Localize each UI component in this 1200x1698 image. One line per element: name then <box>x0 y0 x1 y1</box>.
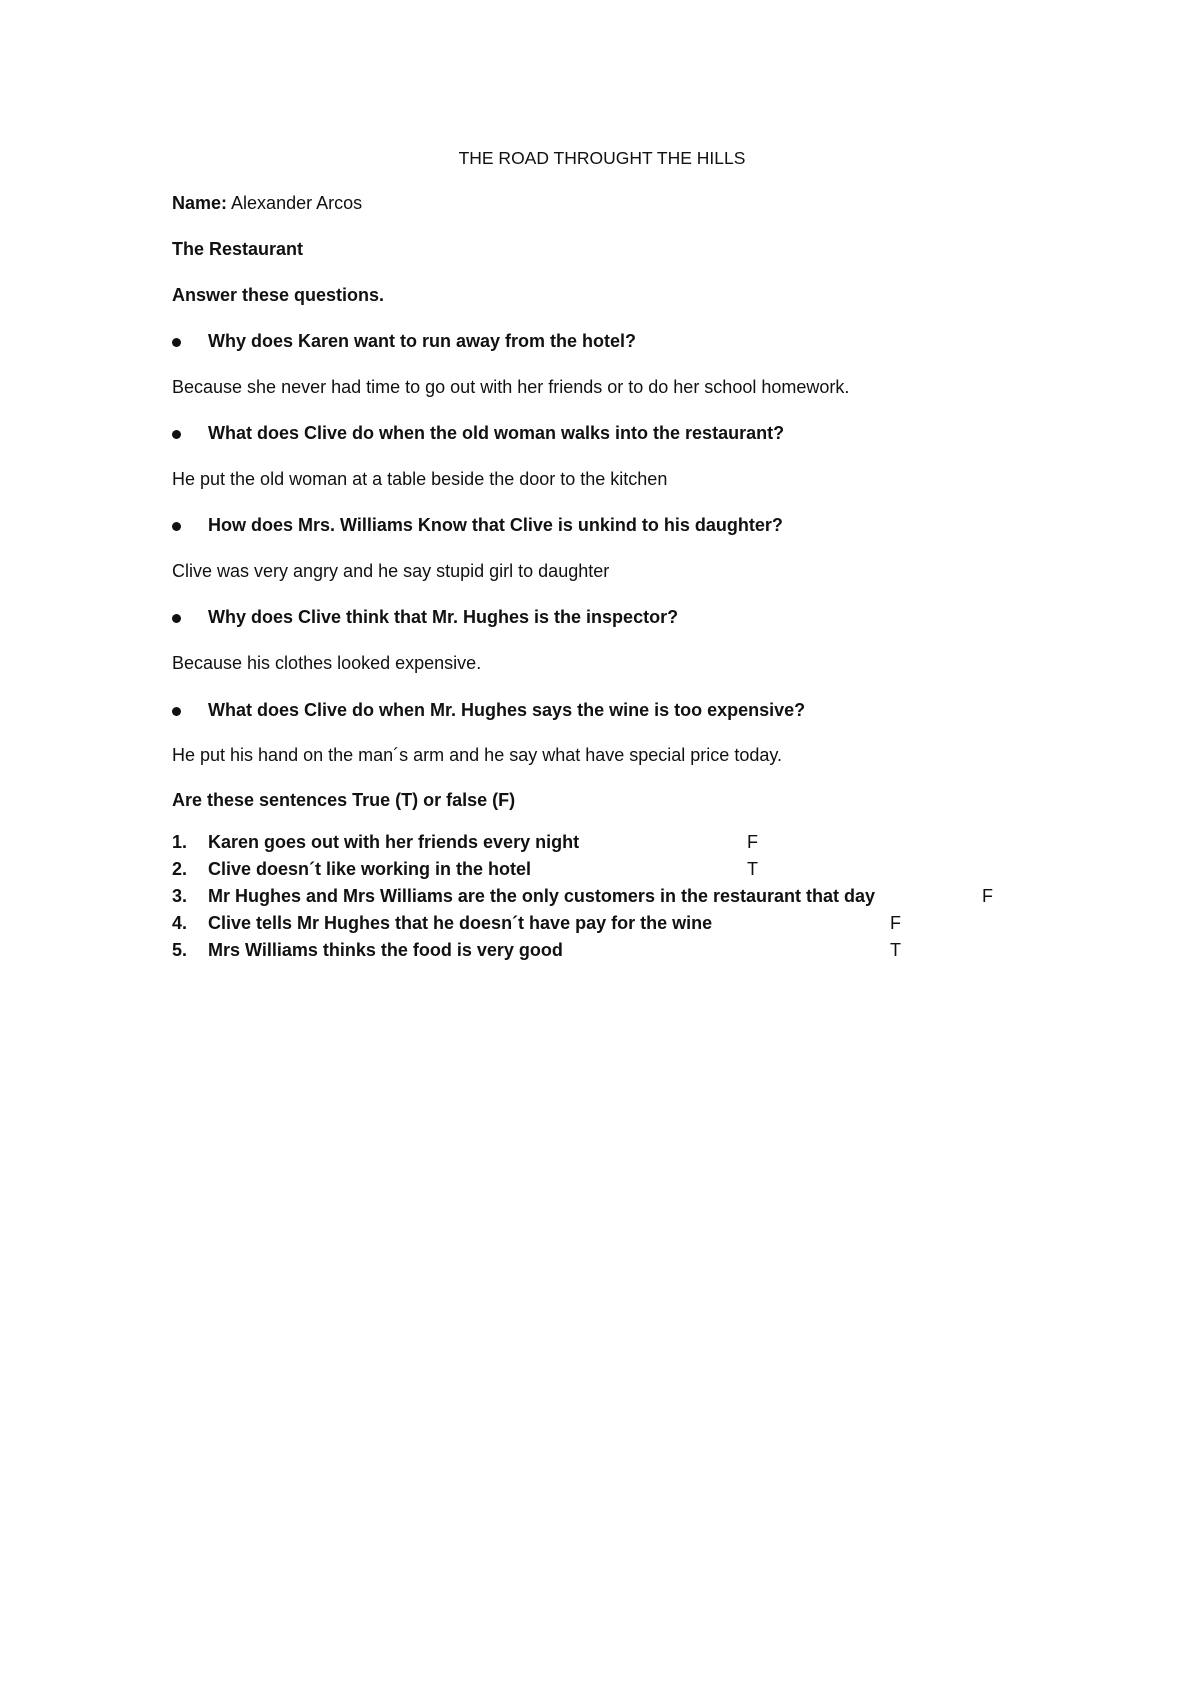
question-text: What does Clive do when the old woman walks into the restaurant? <box>208 423 785 443</box>
item-answer: F <box>747 832 758 852</box>
item-statement: Karen goes out with her friends every night <box>208 832 580 852</box>
item-statement: Clive tells Mr Hughes that he doesn´t have pay for the wine <box>208 913 713 933</box>
item-answer: T <box>890 940 901 960</box>
item-statement: Mrs Williams thinks the food is very good <box>208 940 563 960</box>
question-text: Why does Karen want to run away from the hotel? <box>208 331 637 351</box>
item-answer: T <box>747 859 758 879</box>
instructions: Answer these questions. <box>172 285 385 305</box>
true-false-item <box>172 913 1052 940</box>
bullet-icon <box>172 522 181 531</box>
item-number: 1. <box>172 832 188 852</box>
true-false-item <box>172 886 1052 913</box>
bullet-icon <box>172 707 181 716</box>
item-number: 5. <box>172 940 188 960</box>
document-title: THE ROAD THROUGHT THE HILLS <box>458 148 746 168</box>
section-title: The Restaurant <box>172 239 304 259</box>
student-name-line <box>172 193 362 214</box>
bullet-icon <box>172 430 181 439</box>
name-value: Alexander Arcos <box>227 193 363 213</box>
answer-text: Because she never had time to go out with her friends or to do her school homework. <box>172 377 850 397</box>
question-text: What does Clive do when Mr. Hughes says the wine is too expensive? <box>208 700 806 720</box>
answer-text: Because his clothes looked expensive. <box>172 653 482 673</box>
item-number: 3. <box>172 886 188 906</box>
bullet-icon <box>172 614 181 623</box>
true-false-item <box>172 859 1052 886</box>
true-false-list <box>172 832 1052 967</box>
answer-text: Clive was very angry and he say stupid girl to daughter <box>172 561 610 581</box>
item-answer: F <box>982 886 993 906</box>
answer-text: He put the old woman at a table beside the door to the kitchen <box>172 469 668 489</box>
item-number: 4. <box>172 913 188 933</box>
item-answer: F <box>890 913 901 933</box>
bullet-icon <box>172 338 181 347</box>
question-text: Why does Clive think that Mr. Hughes is the inspector? <box>208 607 679 627</box>
question-text: How does Mrs. Williams Know that Clive is unkind to his daughter? <box>208 515 783 535</box>
true-false-item <box>172 940 1052 967</box>
answer-text: He put his hand on the man´s arm and he say what have special price today. <box>172 745 783 765</box>
true-false-heading: Are these sentences True (T) or false (F) <box>172 790 516 810</box>
item-statement: Clive doesn´t like working in the hotel <box>208 859 532 879</box>
item-number: 2. <box>172 859 188 879</box>
true-false-item <box>172 832 1052 859</box>
item-statement: Mr Hughes and Mrs Williams are the only customers in the restaurant that day <box>208 886 875 906</box>
name-label: Name: <box>172 193 228 213</box>
